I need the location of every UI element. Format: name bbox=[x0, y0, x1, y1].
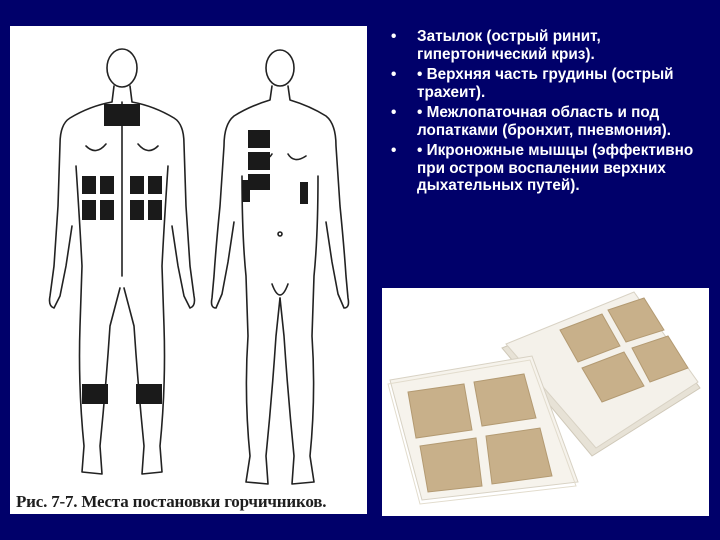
bullet-text: • Икроножные мышцы (эффективно при остром воспалении верхних дыхательных путей). bbox=[417, 142, 694, 194]
mustard-plasters-photo bbox=[382, 288, 709, 516]
bullet-text: Затылок (острый ринит, гипертонический криз). bbox=[417, 28, 601, 63]
mustard-plasters-image bbox=[382, 288, 709, 516]
bullet-marker: • bbox=[391, 66, 397, 83]
body-diagram-panel bbox=[10, 26, 367, 514]
bullet-text: • Межлопаточная область и под лопатками (бронхит, пневмония). bbox=[417, 104, 672, 139]
list-item bbox=[388, 28, 708, 63]
indications-list bbox=[388, 28, 708, 198]
list-item bbox=[388, 66, 708, 101]
list-item bbox=[388, 142, 708, 195]
bullet-marker: • bbox=[391, 104, 397, 121]
body-figures-illustration bbox=[10, 26, 367, 514]
figure-caption: Рис. 7-7. Места постановки горчичников. bbox=[16, 492, 327, 511]
list-item bbox=[388, 104, 708, 139]
bullet-marker: • bbox=[391, 142, 397, 159]
bullet-text: • Верхняя часть грудины (острый трахеит). bbox=[417, 66, 674, 101]
front-view-figure bbox=[212, 50, 349, 484]
bullet-marker: • bbox=[391, 28, 397, 45]
